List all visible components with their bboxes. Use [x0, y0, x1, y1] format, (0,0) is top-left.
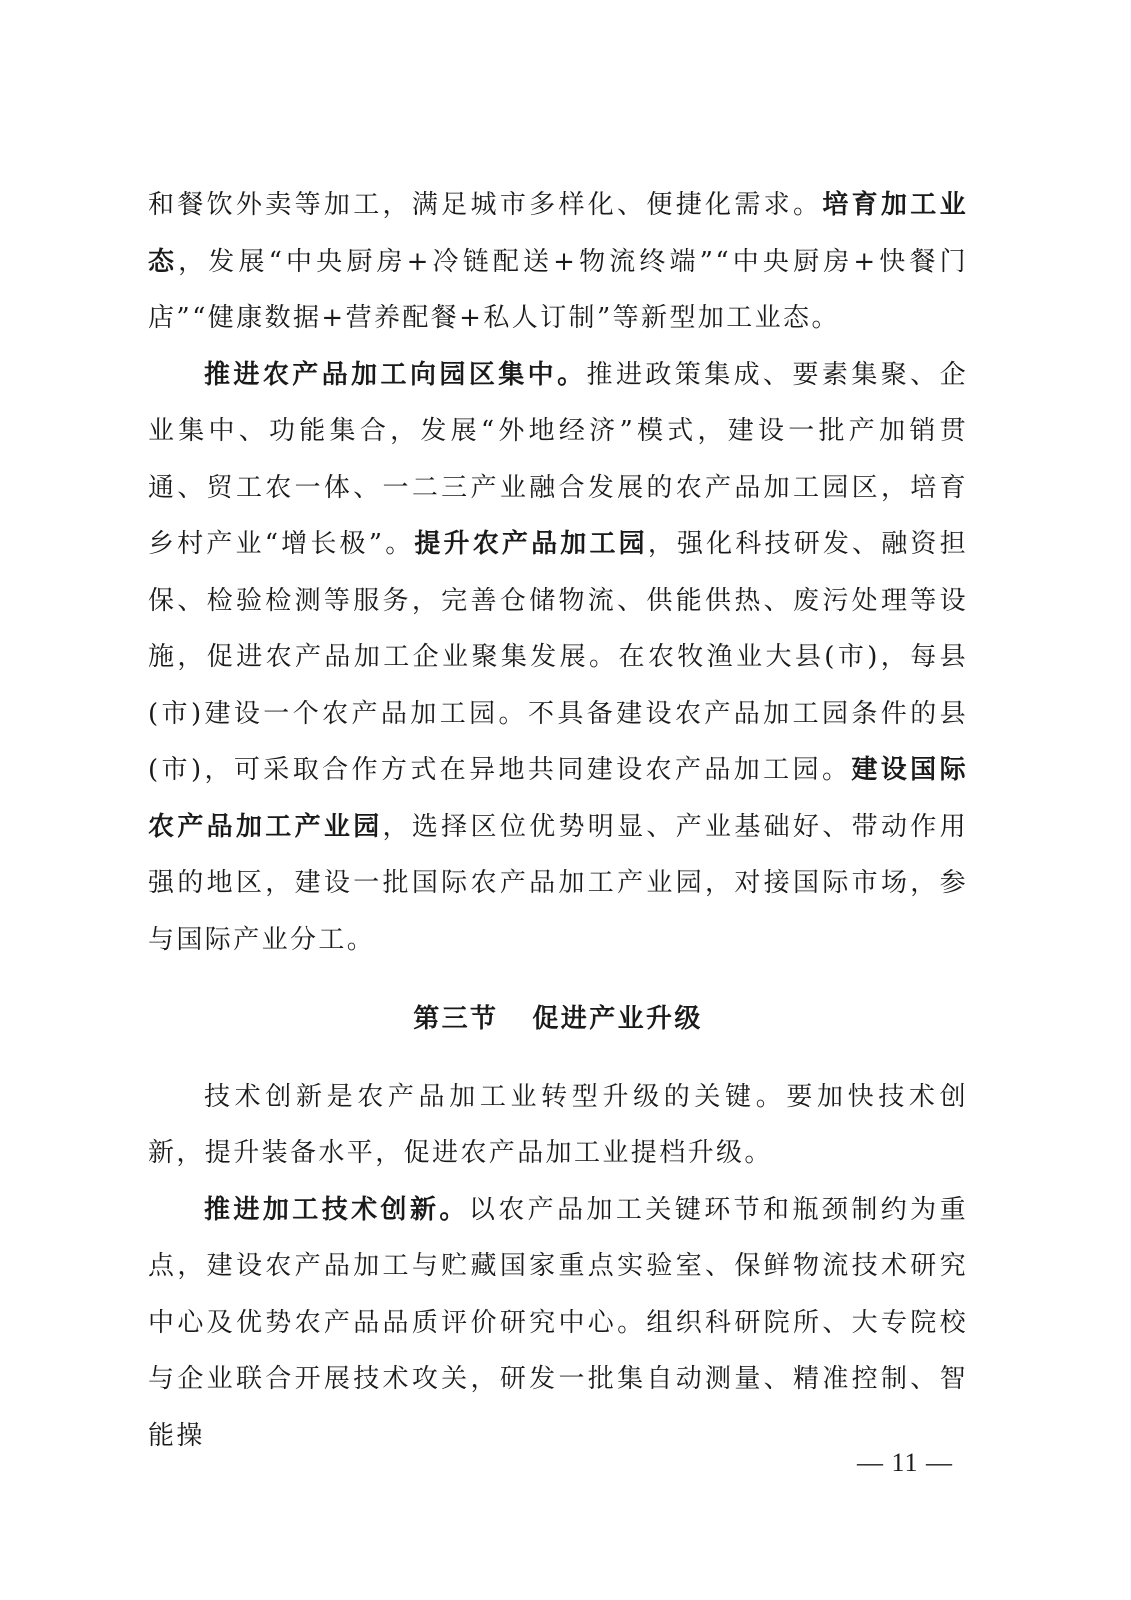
text-run: ，选择区位优势明显、产业基础好、带动作用强的地区，建设一批国际农产品加工产业园，对接国际市场，参与国际产业分工。	[148, 811, 968, 955]
section-title: 促进产业升级	[532, 1004, 703, 1034]
text-run: ，发展“中央厨房+冷链配送+物流终端”“中央厨房+快餐门店”“健康数据+营养配餐+私人订制”等新型加工业态。	[148, 246, 968, 333]
bold-lead-text: 培育加工业态	[148, 190, 968, 277]
text-run: 和餐饮外卖等加工，满足城市多样化、便捷化需求。	[148, 190, 823, 220]
paragraph-1	[148, 177, 968, 347]
bold-lead-text: 建设国际农产品加工产业园	[148, 755, 968, 842]
page-number: — 11 —	[856, 1448, 954, 1477]
bold-lead-text: 推进农产品加工向园区集中。	[204, 359, 587, 390]
paragraph-2	[148, 347, 968, 969]
text-run: ，强化科技研发、融资担保、检验检测等服务，完善仓储物流、供能供热、废污处理等设施，促进农产品加工企业聚集发展。在农牧渔业大县(市)，每县(市)建设一个农产品加工园。不具备建设农产品加工园条件的县(市)，可采取合作方式在异地共同建设农产品加工园。	[148, 529, 968, 785]
text-run: 技术创新是农产品加工业转型升级的关键。要加快技术创新，提升装备水平，促进农产品加工业提档升级。	[148, 1081, 968, 1168]
paragraph-3	[148, 1069, 968, 1182]
paragraph-4	[148, 1182, 968, 1465]
text-run: 以农产品加工关键环节和瓶颈制约为重点，建设农产品加工与贮藏国家重点实验室、保鲜物流技术研究中心及优势农产品品质评价研究中心。组织科研院所、大专院校与企业联合开展技术攻关，研发一批集自动测量、精准控制、智能操	[148, 1194, 968, 1451]
section-number: 第三节	[413, 1004, 499, 1034]
document-body	[148, 177, 968, 1464]
text-run: 推进政策集成、要素集聚、企业集中、功能集合，发展“外地经济”模式，建设一批产加销贯通、贸工农一体、一二三产业融合发展的农产品加工园区，培育乡村产业“增长极”。	[148, 359, 969, 559]
section-heading	[148, 991, 968, 1048]
bold-lead-text: 提升农产品加工园	[414, 529, 648, 559]
bold-lead-text: 推进加工技术创新。	[204, 1194, 469, 1225]
